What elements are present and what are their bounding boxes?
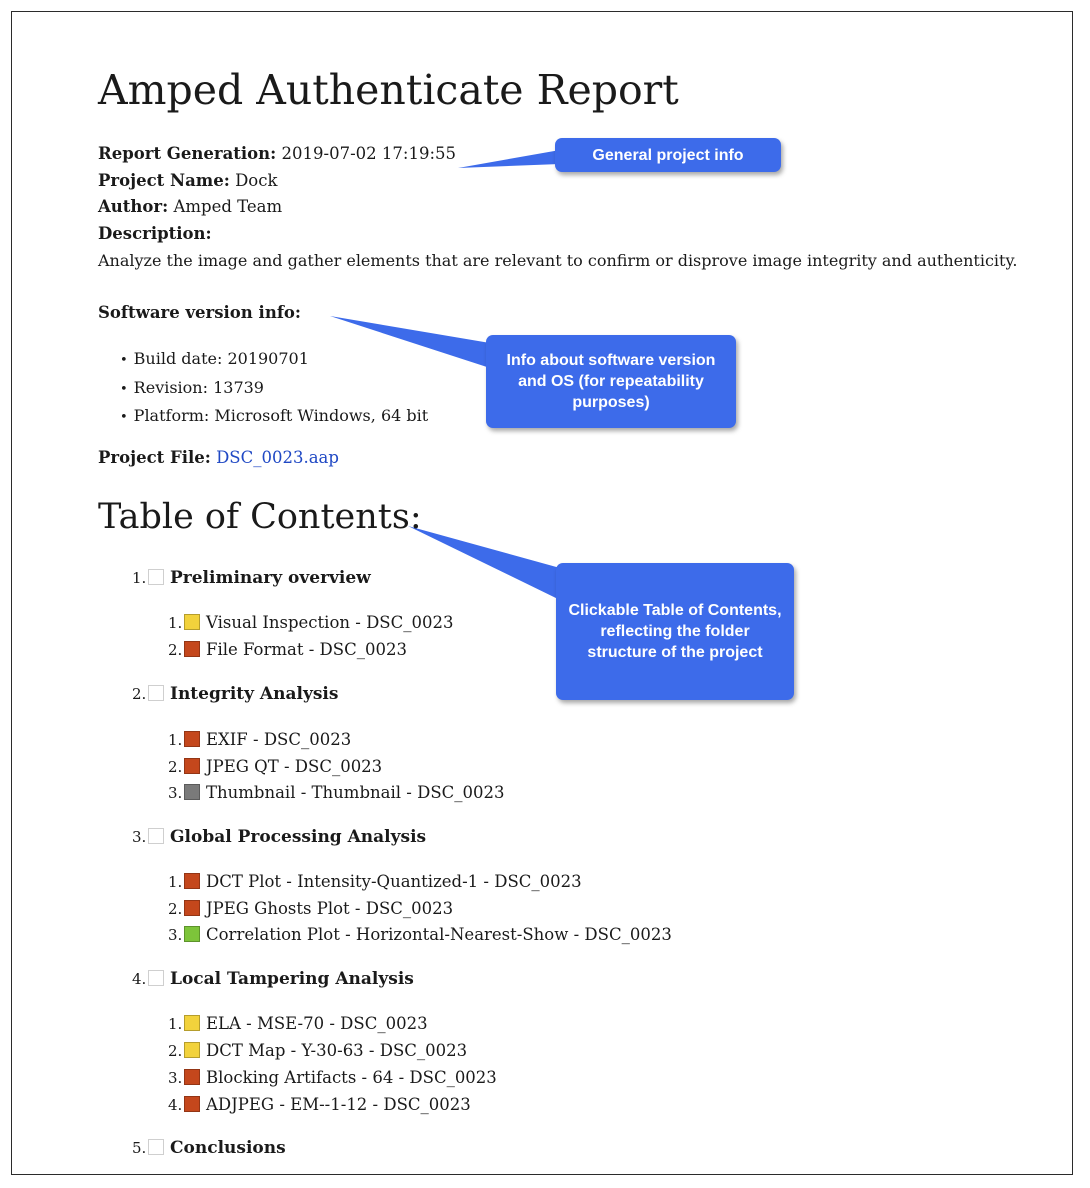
author-value: Amped Team bbox=[173, 197, 283, 216]
report-generation-label: Report Generation: bbox=[98, 144, 277, 163]
toc-item-number: 3. bbox=[168, 1069, 183, 1087]
status-swatch bbox=[184, 758, 200, 774]
project-file-line bbox=[98, 446, 339, 470]
report-title: Amped Authenticate Report bbox=[98, 66, 679, 114]
status-swatch bbox=[184, 731, 200, 747]
toc-section-conclusions[interactable] bbox=[132, 1136, 286, 1160]
toc-item-label: EXIF - DSC_0023 bbox=[206, 730, 352, 749]
project-name-label: Project Name: bbox=[98, 171, 230, 190]
toc-item-number: 2. bbox=[168, 1042, 183, 1060]
toc-item-jpeg-ghosts-plot[interactable] bbox=[168, 897, 453, 921]
description-text: Analyze the image and gather elements that are relevant to confirm or disprove image integrity and authenticity. bbox=[98, 251, 1018, 270]
software-heading: Software version info: bbox=[98, 303, 302, 322]
section-checkbox bbox=[148, 828, 164, 844]
toc-item-file-format[interactable] bbox=[168, 638, 407, 662]
status-swatch bbox=[184, 873, 200, 889]
software-list bbox=[120, 346, 428, 432]
callout-software-info: Info about software version and OS (for repeatability purposes) bbox=[486, 335, 736, 428]
software-item-revision: • Revision: 13739 bbox=[120, 375, 428, 404]
toc-item-thumbnail[interactable] bbox=[168, 781, 505, 805]
status-swatch bbox=[184, 926, 200, 942]
toc-item-number: 3. bbox=[168, 784, 183, 802]
section-checkbox bbox=[148, 1139, 164, 1155]
description-heading bbox=[98, 222, 212, 246]
toc-section-preliminary-overview[interactable] bbox=[132, 566, 371, 590]
toc-item-label: File Format - DSC_0023 bbox=[206, 640, 407, 659]
author-line bbox=[98, 195, 282, 219]
toc-item-adjpeg[interactable] bbox=[168, 1093, 471, 1117]
toc-section-integrity-analysis[interactable] bbox=[132, 682, 338, 706]
toc-item-label: DCT Map - Y-30-63 - DSC_0023 bbox=[206, 1041, 468, 1060]
toc-item-label: JPEG QT - DSC_0023 bbox=[206, 757, 383, 776]
status-swatch bbox=[184, 900, 200, 916]
software-item-build-date: • Build date: 20190701 bbox=[120, 346, 428, 375]
toc-item-number: 2. bbox=[168, 900, 183, 918]
toc-section-label: Integrity Analysis bbox=[170, 684, 339, 704]
toc-heading: Table of Contents: bbox=[98, 497, 422, 537]
description-label: Description: bbox=[98, 224, 212, 243]
software-item-platform: • Platform: Microsoft Windows, 64 bit bbox=[120, 403, 428, 432]
pointer-toc bbox=[408, 526, 560, 600]
toc-item-number: 2. bbox=[168, 641, 183, 659]
toc-item-correlation-plot[interactable] bbox=[168, 923, 672, 947]
status-swatch bbox=[184, 1042, 200, 1058]
toc-item-label: ADJPEG - EM--1-12 - DSC_0023 bbox=[206, 1095, 471, 1114]
toc-section-number: 5. bbox=[132, 1139, 147, 1157]
toc-item-exif[interactable] bbox=[168, 728, 351, 752]
toc-section-number: 3. bbox=[132, 828, 147, 846]
status-swatch bbox=[184, 1069, 200, 1085]
toc-item-label: Blocking Artifacts - 64 - DSC_0023 bbox=[206, 1068, 497, 1087]
toc-section-number: 1. bbox=[132, 569, 147, 587]
toc-item-ela[interactable] bbox=[168, 1012, 428, 1036]
pointer-general bbox=[458, 150, 560, 168]
toc-item-blocking-artifacts[interactable] bbox=[168, 1066, 497, 1090]
status-swatch bbox=[184, 641, 200, 657]
project-file-label: Project File: bbox=[98, 448, 211, 467]
toc-section-label: Conclusions bbox=[170, 1138, 286, 1158]
toc-item-dct-map[interactable] bbox=[168, 1039, 467, 1063]
status-swatch bbox=[184, 1015, 200, 1031]
toc-section-number: 2. bbox=[132, 685, 147, 703]
toc-item-number: 4. bbox=[168, 1096, 183, 1114]
project-file-link[interactable]: DSC_0023.aap bbox=[216, 448, 339, 467]
toc-item-number: 1. bbox=[168, 731, 183, 749]
project-name-value: Dock bbox=[235, 171, 278, 190]
toc-item-number: 3. bbox=[168, 926, 183, 944]
project-name-line bbox=[98, 169, 277, 193]
toc-item-number: 1. bbox=[168, 614, 183, 632]
status-swatch bbox=[184, 1096, 200, 1112]
toc-section-label: Local Tampering Analysis bbox=[170, 969, 414, 989]
toc-item-dct-plot[interactable] bbox=[168, 870, 582, 894]
section-checkbox bbox=[148, 970, 164, 986]
toc-item-label: Visual Inspection - DSC_0023 bbox=[206, 613, 454, 632]
toc-item-number: 2. bbox=[168, 758, 183, 776]
section-checkbox bbox=[148, 685, 164, 701]
toc-section-label: Preliminary overview bbox=[170, 568, 371, 588]
toc-item-visual-inspection[interactable] bbox=[168, 611, 453, 635]
toc-item-jpeg-qt[interactable] bbox=[168, 755, 382, 779]
toc-item-label: Thumbnail - Thumbnail - DSC_0023 bbox=[206, 783, 505, 802]
toc-section-global-processing-analysis[interactable] bbox=[132, 825, 426, 849]
toc-item-label: JPEG Ghosts Plot - DSC_0023 bbox=[206, 899, 454, 918]
section-checkbox bbox=[148, 569, 164, 585]
toc-section-label: Global Processing Analysis bbox=[170, 827, 427, 847]
toc-item-label: Correlation Plot - Horizontal-Nearest-Show - DSC_0023 bbox=[206, 925, 672, 944]
report-generation-line bbox=[98, 142, 456, 166]
toc-item-label: DCT Plot - Intensity-Quantized-1 - DSC_0023 bbox=[206, 872, 582, 891]
toc-section-local-tampering-analysis[interactable] bbox=[132, 967, 414, 991]
toc-section-number: 4. bbox=[132, 970, 147, 988]
toc-item-number: 1. bbox=[168, 873, 183, 891]
callout-table-of-contents: Clickable Table of Contents, reflecting the folder structure of the project bbox=[556, 563, 794, 700]
toc-item-label: ELA - MSE-70 - DSC_0023 bbox=[206, 1014, 428, 1033]
callout-general-project-info: General project info bbox=[555, 138, 781, 172]
status-swatch bbox=[184, 784, 200, 800]
status-swatch bbox=[184, 614, 200, 630]
report-generation-value: 2019-07-02 17:19:55 bbox=[281, 144, 456, 163]
author-label: Author: bbox=[98, 197, 169, 216]
toc-item-number: 1. bbox=[168, 1015, 183, 1033]
